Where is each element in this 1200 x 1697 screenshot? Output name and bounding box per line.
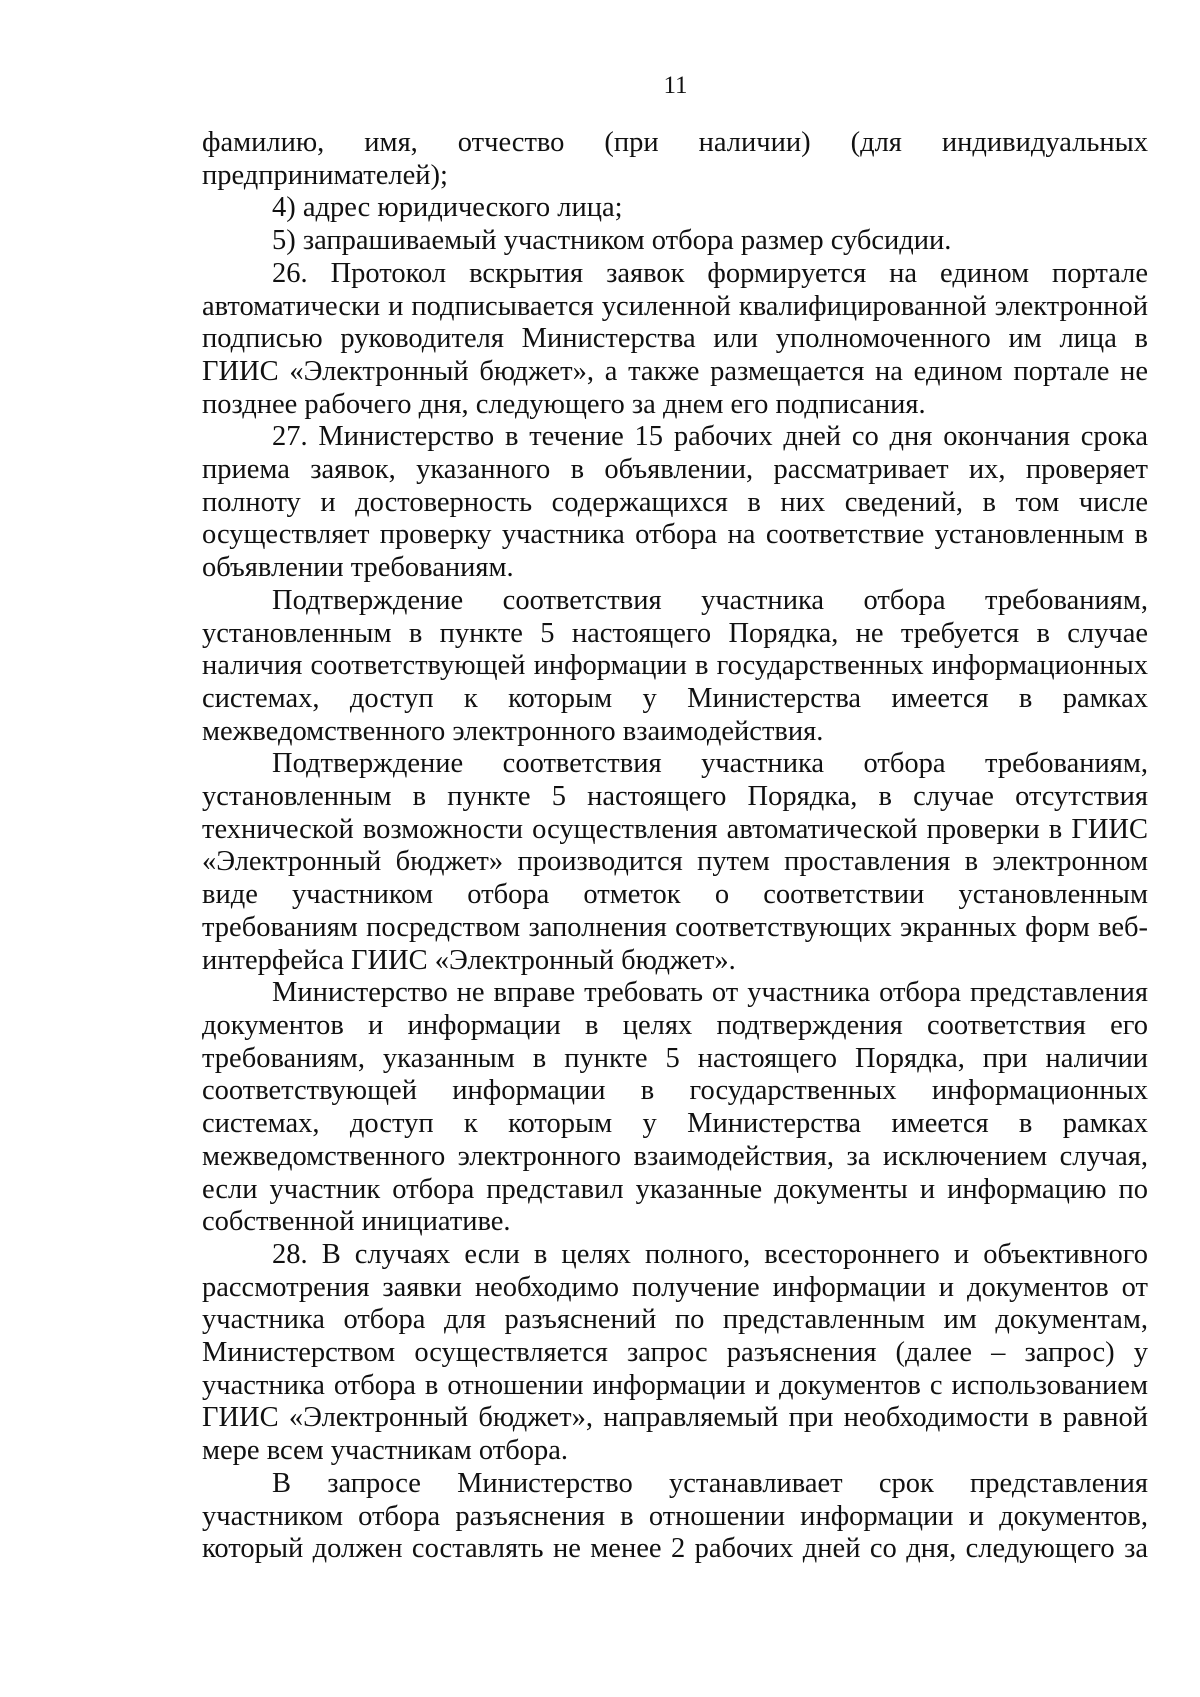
clause-27-paragraph-2: Подтверждение соответствия участника отбора требованиям, установленным в пункте 5 настоящего Порядка, не требуется в случае наличия соответствующей информации в государственных информационных системах, доступ к которым у Министерства имеется в рамках межведомственного электронного взаимодействия. — [202, 584, 1148, 747]
clause-27-paragraph-3: Подтверждение соответствия участника отбора требованиям, установленным в пункте 5 настоящего Порядка, в случае отсутствия технической возможности осуществления автоматической проверки в ГИИС «Электронный бюджет» производится путем проставления в электронном виде участником отбора отметок о соответствии установленным требованиям посредством заполнения соответствующих экранных форм веб-интерфейса ГИИС «Электронный бюджет». — [202, 748, 1148, 976]
page-number: 11 — [663, 72, 688, 99]
clause-26: 26. Протокол вскрытия заявок формируется на едином портале автоматически и подписывается усиленной квалифицированной электронной подписью руководителя Министерства или уполномоченного им лица в ГИИС «Электронный бюджет», а также размещается на едином портале не позднее рабочего дня, следующего за днем его подписания. — [202, 257, 1148, 420]
clause-28: 28. В случаях если в целях полного, всестороннего и объективного рассмотрения заявки необходимо получение информации и документов от участника отбора для разъяснений по представленным им документам, Министерством осуществляется запрос разъяснения (далее – запрос) у участника отбора в отношении информации и документов с использованием ГИИС «Электронный бюджет», направляемый при необходимости в равной мере всем участникам отбора. — [202, 1238, 1148, 1467]
list-item-4: 4) адрес юридического лица; — [272, 192, 623, 224]
paragraph-continuation: фамилию, имя, отчество (при наличии) (для индивидуальных предпринимателей); — [202, 127, 1148, 191]
document-body — [202, 127, 1148, 1566]
clause-27: 27. Министерство в течение 15 рабочих дней со дня окончания срока приема заявок, указанного в объявлении, рассматривает их, проверяет полноту и достоверность содержащихся в них сведений, в том числе осуществляет проверку участника отбора на соответствие установленным в объявлении требованиям. — [202, 421, 1148, 584]
list-item-5: 5) запрашиваемый участником отбора размер субсидии. — [272, 225, 952, 257]
clause-27-paragraph-4: Министерство не вправе требовать от участника отбора представления документов и информации в целях подтверждения соответствия его требованиям, указанным в пункте 5 настоящего Порядка, при наличии соответствующей информации в государственных информационных системах, доступ к которым у Министерства имеется в рамках межведомственного электронного взаимодействия, за исключением случая, если участник отбора представил указанные документы и информацию по собственной инициативе. — [202, 977, 1148, 1238]
clause-28-paragraph-2: В запросе Министерство устанавливает срок представления участником отбора разъяснения в отношении информации и документов, который должен составлять не менее 2 рабочих дней со дня, следующего за — [202, 1467, 1148, 1565]
